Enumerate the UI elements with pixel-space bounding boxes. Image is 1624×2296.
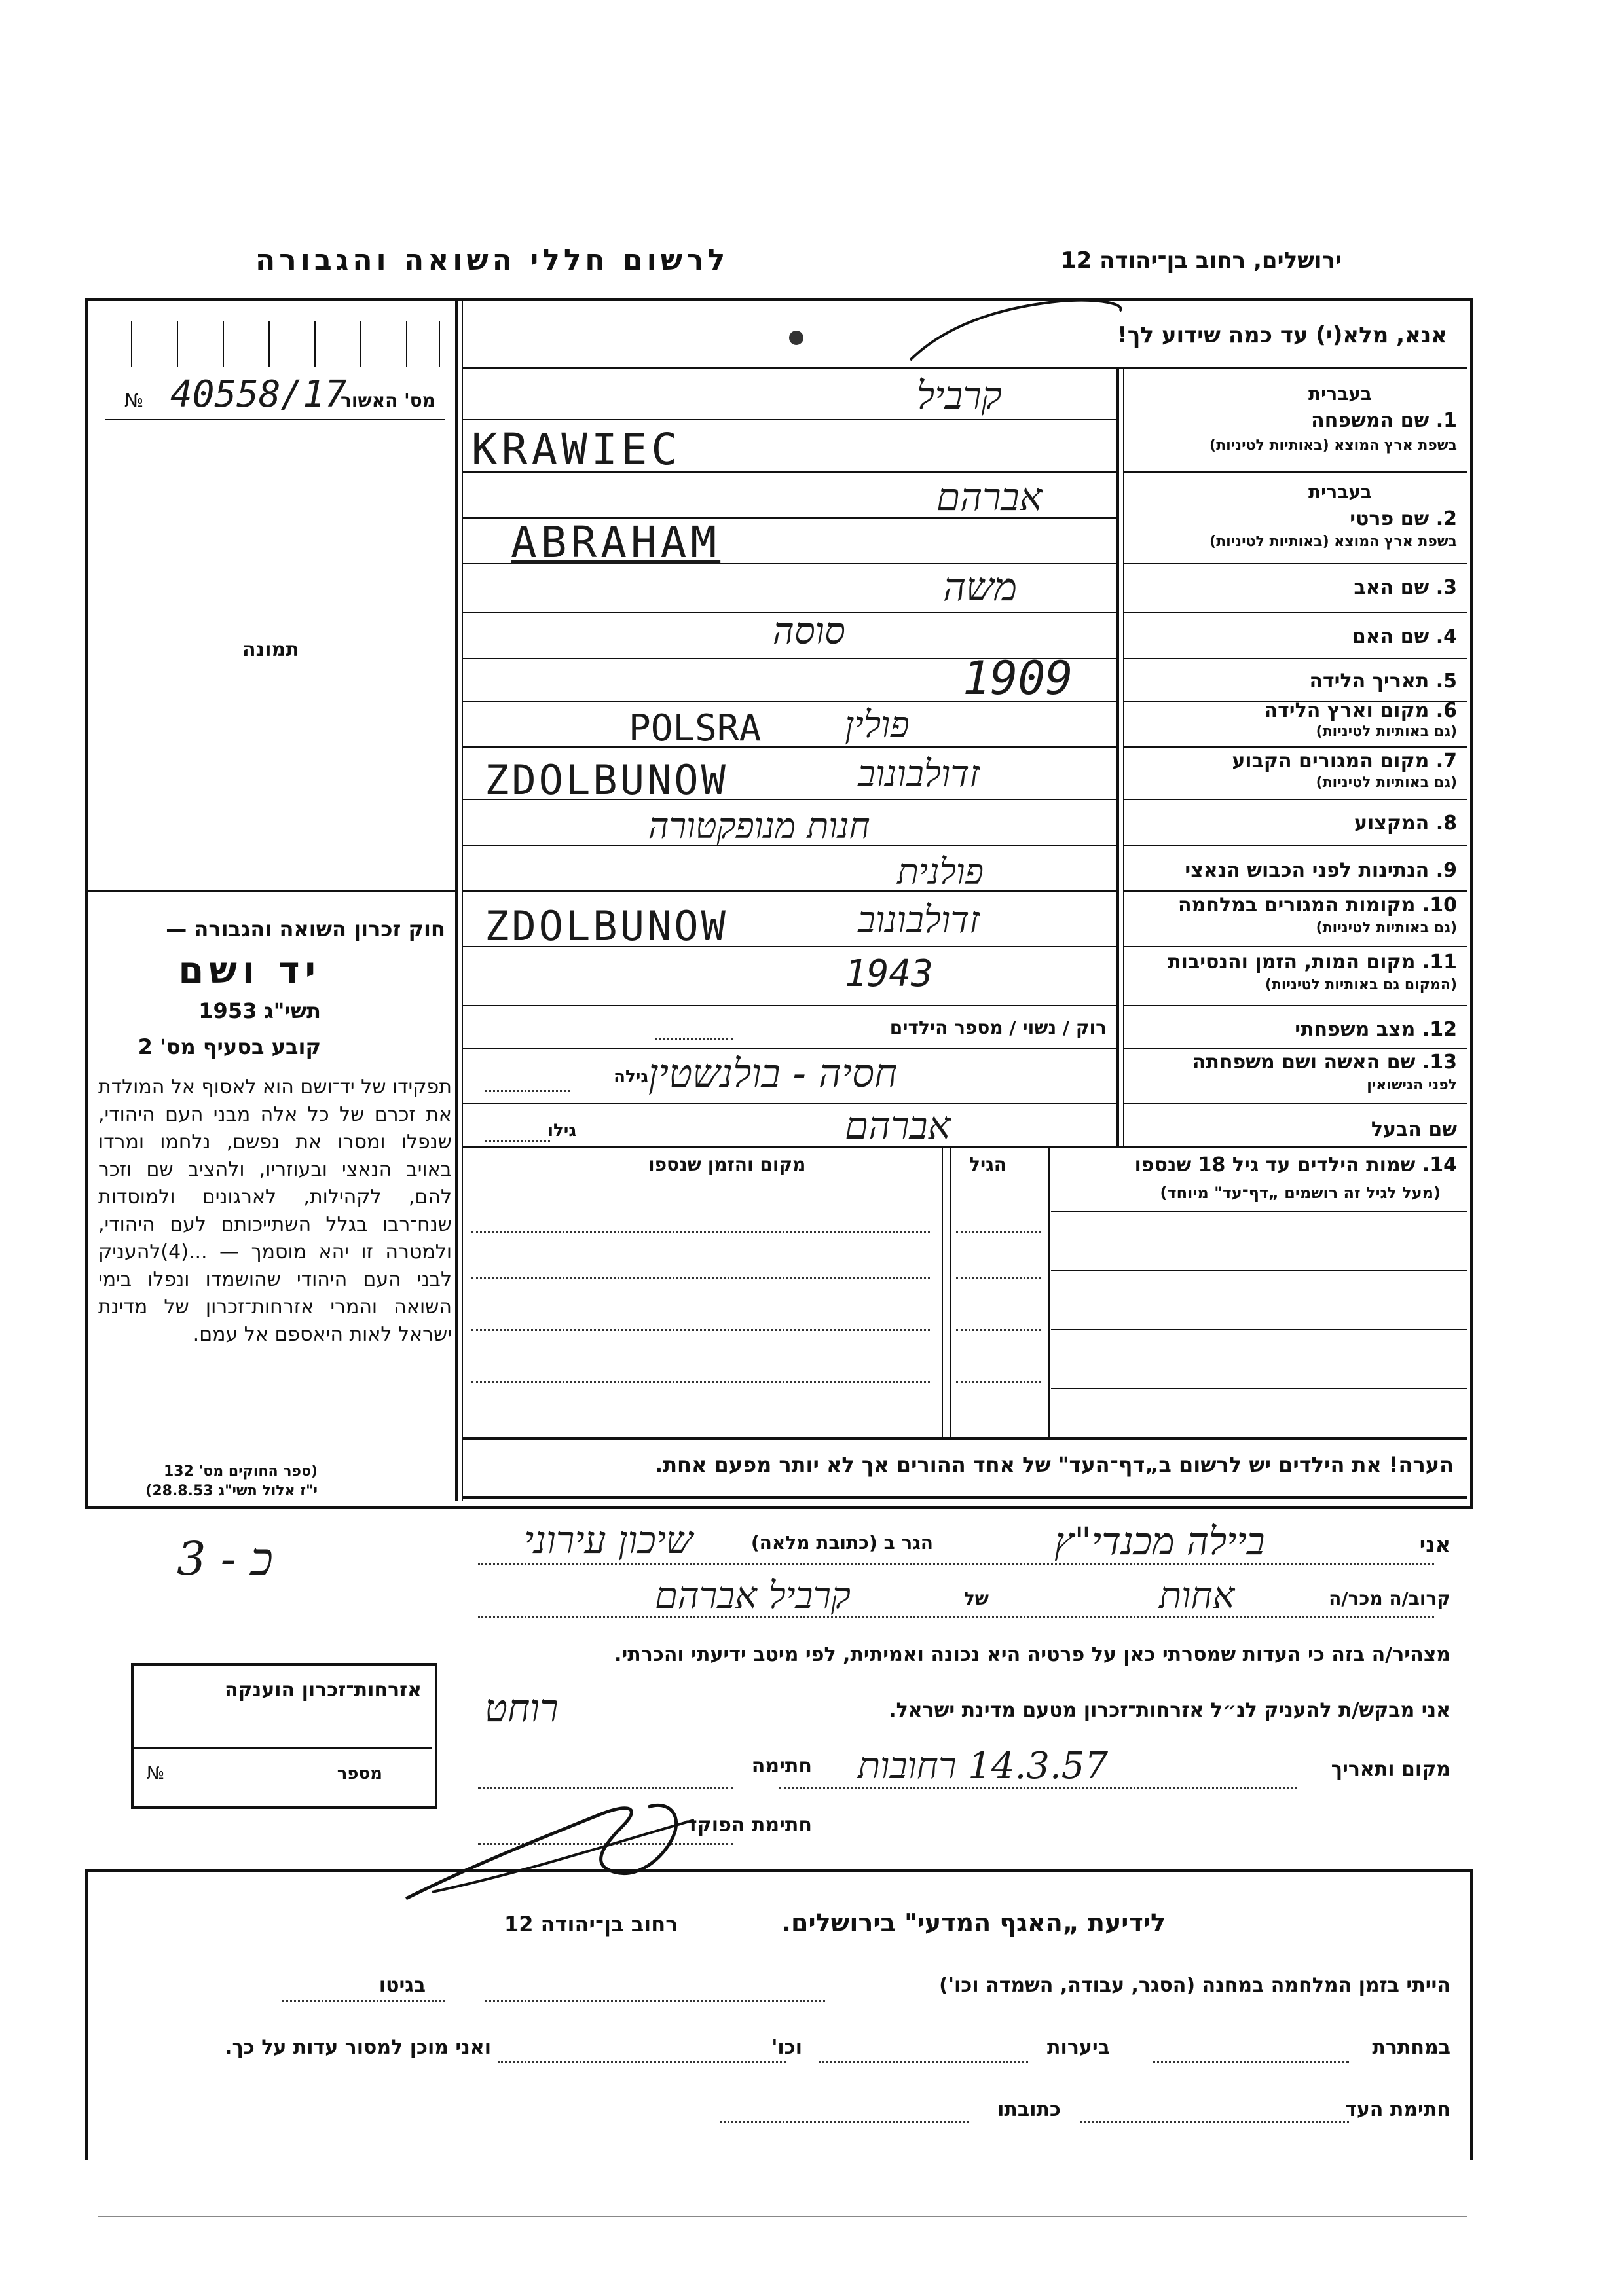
citizenship-box (131, 1663, 437, 1809)
value-firstname-he: אברהם (936, 475, 1043, 519)
value-surname-he: קרביל (917, 373, 1002, 418)
footer-line1-b: בגיטו (378, 1974, 426, 1997)
children-age-col: הגיל (969, 1154, 1006, 1175)
decl-officer-signature: חתימת הפוקד (686, 1813, 812, 1836)
label-marital: 12. מצב משפחתי (1295, 1018, 1457, 1041)
value-wartime-residence-lat: ZDOLBUNOW (485, 902, 728, 950)
yad-vashem-name: יד ושם (178, 949, 321, 992)
footer-address: רחוב בן־יהודה 12 (504, 1912, 678, 1937)
hebrew-tag-2: בעברית (1308, 481, 1372, 503)
value-birthdate: 1909 (963, 651, 1073, 705)
value-mother: סוסה (773, 610, 845, 653)
footer-box (85, 1869, 1473, 2160)
citizenship-number-mark: № (147, 1764, 165, 1783)
value-father: משה (943, 564, 1018, 610)
law-source-date: י"ז אלול תשי"ג 28.8.53) (145, 1483, 318, 1499)
decl-relation: אחות (1159, 1575, 1235, 1617)
footer-line2-b: ביערות (1047, 2036, 1110, 2059)
label-surname: 1. שם המשפחה (1311, 409, 1457, 432)
footer-line2-c: וכו' (771, 2036, 802, 2059)
intro-text: אנא, מלא(י) עד כמה שידוע לך! (1117, 322, 1447, 348)
law-text: תפקידו של יד־ושם הוא לאסוף אל המולדת את זכרם של כל אלה מבני העם היהודי, שנפלו ומסרו את נפשם, נלחמו ומרדו באויב הנאצי ובעוזריו, ולהציב שם וזכר להם, לקהילות, לארגונים ולמוסדות שנח־רבו בגלל השתייכותם לעם היהודי, ולמטרה זו יהא מוסמך — ...(4)להעניק לבני העם היהודי שהושמדו ונפלו בימי השואה והמרי אזרחות־זכרון של מדינת ישראל לאות היאספם אל עמם. (98, 1076, 452, 1346)
children-place-col: מקום והזמן שנספו (648, 1154, 806, 1175)
marital-options: רוק / נשוי / מספר הילדים (889, 1017, 1107, 1038)
decl-statement: מצהיר/ה בזה כי העדות שמסרתי כאן על פרטיה היא נכונה ואמיתית, לפי מיטב ידיעתי והכרתי. (614, 1643, 1450, 1666)
cert-number-mark: № (124, 390, 144, 411)
value-birthplace-he: פולין (845, 704, 910, 746)
decl-ani: אני (1419, 1532, 1450, 1557)
ticks-box (98, 314, 445, 373)
value-wartime-residence-he: זדולבונוב (858, 899, 980, 941)
footer-line1-a: הייתי בזמן המלחמה במחנה (הסגר, עבודה, השמדה וכו') (939, 1974, 1450, 1997)
value-residence-he: זדולבונוב (858, 753, 980, 795)
label-wartime-residence: 10. מקומות המגורים במלחמה (1178, 894, 1457, 917)
decl-signature: חתימה (751, 1755, 812, 1777)
sub-wife: לפני הנישואין (1367, 1077, 1457, 1093)
label-nationality: 9. הנתינות לפני הכבוש הנאצי (1185, 859, 1457, 882)
photo-label: תמונה (242, 638, 299, 661)
form-title: לרשום חללי השואה והגבורה (255, 244, 729, 277)
children-sub: (מעל לגיל זה רושמים „דף־עד" מיוחד) (1160, 1184, 1441, 1202)
sub-death: (המקום גם באותיות לטיניות) (1264, 977, 1457, 993)
footer-line2-a: במחתרת (1372, 2036, 1450, 2059)
decl-request-value: רוחט (485, 1686, 559, 1730)
value-nationality: פולנית (897, 851, 984, 892)
label-death: 11. מקום המות, הזמן והנסיבות (1168, 951, 1457, 974)
hebrew-tag-1: בעברית (1308, 383, 1372, 405)
decl-of: של (963, 1588, 989, 1609)
label-father: 3. שם האב (1354, 576, 1457, 599)
decl-address: שיכון עירוני (524, 1518, 693, 1562)
children-note: הערה! את הילדים יש לרשום ב„דף־העד" של אחד ההורים אך לא יותר מפעם אחת. (655, 1452, 1454, 1477)
cert-number-value: 40558/17 (170, 373, 347, 416)
label-residence: 7. מקום המגורים הקבוע (1232, 750, 1457, 773)
decl-name: ביילה מכנדי"ץ (1054, 1519, 1265, 1563)
decl-place-date: מקום ותאריך (1331, 1758, 1450, 1781)
citizenship-box-title: אזרחות־זכרון הוענקה (224, 1679, 422, 1702)
citizenship-number-label: מספר (337, 1764, 382, 1783)
value-residence-lat: ZDOLBUNOW (485, 756, 728, 804)
page-bullet (789, 331, 803, 345)
value-firstname-lat: ABRAHAM (511, 517, 721, 568)
sub-wartime-residence: (גם באותיות לטיניות) (1316, 920, 1457, 936)
law-year: תשי"ג 1953 (198, 998, 321, 1023)
label-firstname: 2. שם פרטי (1350, 507, 1457, 530)
husband-age-label: גילו (547, 1121, 576, 1140)
margin-mark: כ - 3 (177, 1532, 273, 1586)
decl-place-date-value: 14.3.57 רחובות (858, 1745, 1108, 1787)
label-mother: 4. שם האם (1352, 625, 1457, 648)
law-clause: קובע בסעיף מס' 2 (138, 1034, 321, 1059)
sub-birthplace: (גם באותיות לטיניות) (1316, 723, 1457, 740)
cert-number-label: מס' האשור (341, 390, 435, 411)
intro-flourish (904, 288, 1139, 367)
value-birthplace-lat: POLSRA (629, 707, 762, 750)
label-husband: שם הבעל (1371, 1118, 1457, 1141)
sub-surname: בשפת ארץ המוצא (באותיות לטיניות) (1209, 437, 1457, 454)
value-death-year: 1943 (845, 953, 933, 995)
footer-line3-a: חתימת העד (1345, 2098, 1450, 2121)
law-title: חוק זכרון השואה והגבורה — (166, 917, 445, 941)
label-birthplace: 6. מקום וארץ הלידה (1264, 699, 1457, 722)
children-header: 14. שמות הילדים עד גיל 18 שנספו (1134, 1154, 1457, 1176)
decl-resides: הגר ב (כתובת מלאה) (750, 1532, 933, 1554)
law-source: (ספר החוקים מס' 132 (163, 1463, 318, 1480)
value-surname-lat: KRAWIEC (471, 424, 682, 475)
value-wife: חסיה - בולנשטין (648, 1051, 898, 1097)
footer-line3-b: כתובתו (997, 2098, 1061, 2121)
footer-line2-d: ואני מוכן למסור עדות על כך. (225, 2036, 491, 2059)
footer-title: לידיעת „האגף המדעי" בירושלים. (781, 1908, 1166, 1937)
label-profession: 8. המקצוע (1354, 812, 1457, 835)
wife-age-label: גילה (614, 1067, 648, 1087)
decl-relative: קרוב/ה מכר/ה (1329, 1588, 1450, 1609)
label-wife: 13. שם האשה ושם משפחתה (1192, 1051, 1457, 1074)
value-profession: חנות מנופקטורה (648, 805, 870, 847)
label-birthdate: 5. תאריך הלידה (1309, 670, 1457, 693)
value-husband: אברהם (845, 1103, 951, 1148)
decl-request: אני מבקש/ת להעניק לנ״ל אזרחות־זכרון מטעם מדינת ישראל. (889, 1699, 1450, 1722)
header-address: ירושלים, רחוב בן־יהודה 12 (1061, 247, 1342, 274)
decl-of-value: קרביל אברהם (655, 1575, 851, 1617)
sub-firstname: בשפת ארץ המוצא (באותיות לטיניות) (1209, 534, 1457, 550)
sub-residence: (גם באותיות לטיניות) (1316, 774, 1457, 791)
